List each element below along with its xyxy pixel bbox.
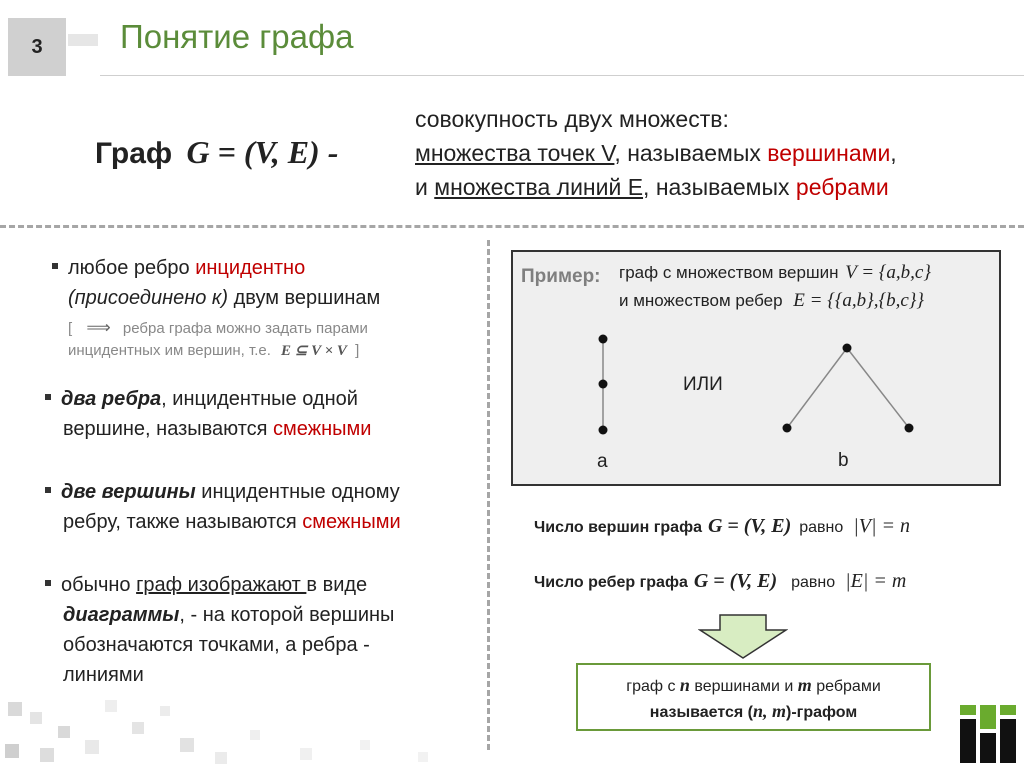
bullet-marker (45, 580, 51, 586)
vertex-count-row: Число вершин графа G = (V, E) равно |V| = n (534, 515, 910, 537)
header-accent (68, 34, 98, 46)
graph-vertex (905, 424, 914, 433)
graph-angle-diagram (775, 336, 921, 436)
graph-vertex (599, 426, 608, 435)
definition-line-2: множества точек V, называемых вершинами, (415, 140, 897, 166)
implies-arrow-icon: ⟹ (86, 318, 111, 337)
down-arrow-icon (698, 614, 788, 660)
conclusion-line-1: граф с n вершинами и m ребрами (626, 675, 881, 695)
definition-text (415, 102, 897, 204)
graph-label-b: b (838, 450, 849, 471)
example-line-2: и множеством ребер E = {{a,b},{b,c}} (619, 290, 924, 311)
bullet-marker (52, 263, 58, 269)
graph-vertex (599, 380, 608, 389)
example-box (511, 250, 1001, 486)
header-rule (100, 75, 1024, 76)
vertical-divider (487, 240, 490, 750)
note-formula: E ⊆ V × V (281, 343, 347, 359)
bullet-marker (45, 394, 51, 400)
example-line-1: граф с множеством вершин V = {a,b,c} (619, 262, 931, 283)
graph-vertex (783, 424, 792, 433)
logo (960, 705, 1018, 763)
definition-prefix: Граф (95, 137, 173, 170)
bullet-adjacent-vertices: две вершины инцидентные одному ребру, также называются смежными (45, 477, 401, 537)
bullet-incident: любое ребро инцидентно (присоединено к) двум вершинам (52, 253, 380, 313)
example-label: Пример: (521, 266, 601, 287)
definition-line-1: совокупность двух множеств: (415, 106, 729, 132)
edge-count-row: Число ребер графа G = (V, E) равно |E| = m (534, 570, 907, 592)
bullet-adjacent-edges: два ребра, инцидентные одной вершине, называются смежными (45, 384, 371, 444)
conclusion-line-2: называется (n, m)-графом (649, 701, 858, 721)
definition-left (95, 134, 338, 171)
or-label: ИЛИ (683, 374, 723, 395)
slide-number: 3 (31, 35, 43, 58)
slide-number-box (8, 18, 66, 76)
bullet-marker (45, 487, 51, 493)
conclusion-box (576, 663, 931, 731)
graph-vertex (843, 344, 852, 353)
graph-path-diagram (583, 327, 623, 442)
horizontal-divider (0, 225, 1024, 228)
definition-formula: G = (V, E) - (186, 134, 339, 170)
bullet-diagram: обычно граф изображают в виде диаграммы, - на которой вершины обозначаются точками, а ребра - линиями (45, 570, 394, 690)
definition-line-3: и множества линий E, называемых ребрами (415, 174, 889, 200)
graph-label-a: a (597, 451, 608, 472)
bullet-note: [ ⟹ ребра графа можно задать парами инцидентных им вершин, т.е. E ⊆ V × V ] (68, 318, 368, 359)
graph-vertex (599, 335, 608, 344)
page-title: Понятие графа (120, 18, 354, 55)
